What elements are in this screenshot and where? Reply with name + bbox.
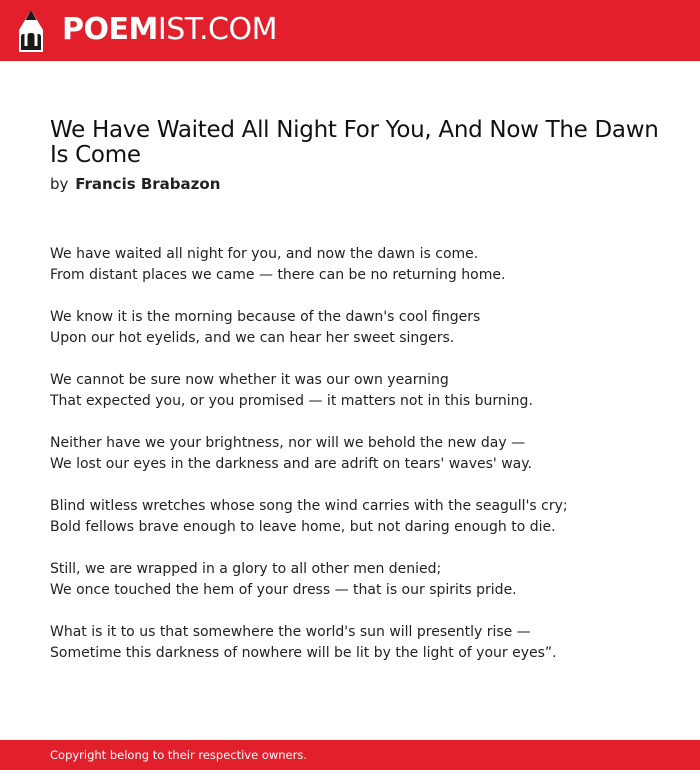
poem-line: We once touched the hem of your dress — that is our spirits pride. [50,582,517,598]
stanza [50,370,680,412]
stanza [50,433,680,475]
poem-line: From distant places we came — there can be no returning home. [50,267,506,283]
logo-text-light: IST.COM [157,12,277,47]
poem-line: Bold fellows brave enough to leave home, but not daring enough to die. [50,519,556,535]
poem-line: Blind witless wretches whose song the wind carries with the seagull's cry; [50,498,568,514]
stanza [50,307,680,349]
poem-body [50,244,680,685]
pencil-tip-icon [18,10,44,52]
site-logo-text [62,12,277,48]
poem-line: Neither have we your brightness, nor will we behold the new day — [50,435,526,451]
poem-line: We know it is the morning because of the dawn's cool fingers [50,309,481,325]
poem-line: We cannot be sure now whether it was our own yearning [50,372,449,388]
by-label: by [50,175,69,193]
poem-line: That expected you, or you promised — it matters not in this burning. [50,393,533,409]
poem-line: We have waited all night for you, and now the dawn is come. [50,246,479,262]
stanza [50,622,680,664]
site-footer [0,740,700,770]
poem-title: We Have Waited All Night For You, And Now The Dawn Is Come [50,117,659,168]
poem-line: We lost our eyes in the darkness and are adrift on tears' waves' way. [50,456,532,472]
poem-line: Upon our hot eyelids, and we can hear her sweet singers. [50,330,455,346]
poem-line: Sometime this darkness of nowhere will be lit by the light of your eyes”. [50,645,557,661]
poem-line: Still, we are wrapped in a glory to all other men denied; [50,561,442,577]
poem-line: What is it to us that somewhere the world's sun will presently rise — [50,624,531,640]
stanza [50,244,680,286]
site-header [0,0,700,61]
author-link[interactable]: Francis Brabazon [75,175,221,193]
copyright-notice: Copyright belong to their respective owners. [50,748,308,762]
logo-text-bold: POEM [62,12,158,47]
byline [50,174,220,194]
stanza [50,496,680,538]
stanza [50,559,680,601]
